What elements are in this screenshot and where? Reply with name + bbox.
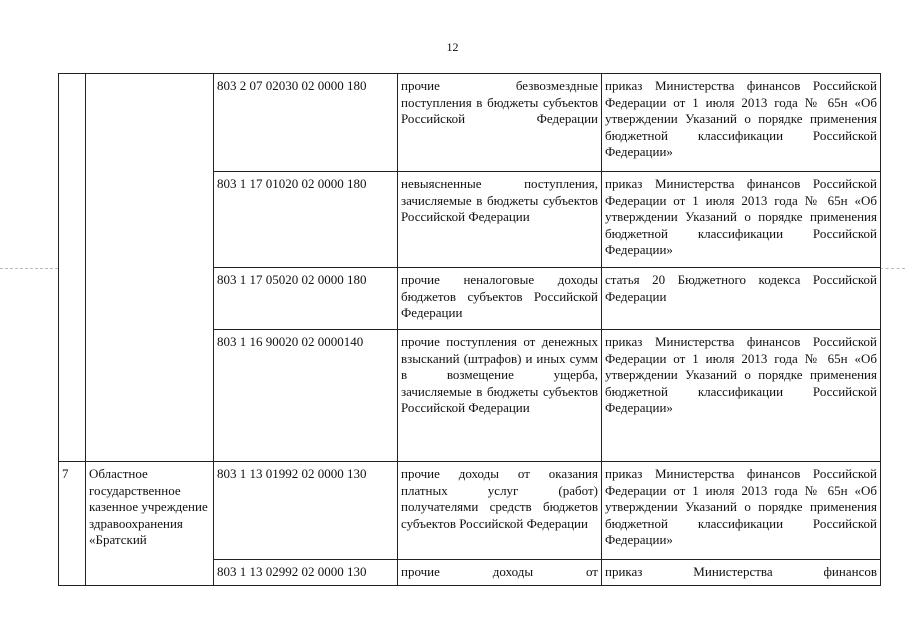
budget-revenue-table [58,73,881,586]
budget-code-cell: 803 1 17 05020 02 0000 180 [214,268,398,330]
budget-code-cell: 803 1 13 01992 02 0000 130 [214,462,398,560]
scan-artifact-line [0,268,58,269]
revenue-description-cell: прочие доходы от [398,560,602,586]
budget-code-cell: 803 1 13 02992 02 0000 130 [214,560,398,586]
budget-code-cell: 803 2 07 02030 02 0000 180 [214,74,398,172]
table-row [59,74,881,172]
legal-basis-cell: статья 20 Бюджетного кодекса Российской Федерации [602,268,881,330]
legal-basis-cell: приказ Министерства финансов Российской Федерации от 1 июля 2013 года № 65н «Об утверждении Указаний о порядке применения бюджетной классификации Российской Федерации» [602,74,881,172]
scan-artifact-line [880,268,905,269]
legal-basis-cell: приказ Министерства финансов [602,560,881,586]
legal-basis-cell: приказ Министерства финансов Российской Федерации от 1 июля 2013 года № 65н «Об утверждении Указаний о порядке применения бюджетной классификации Российской Федерации» [602,172,881,268]
table-row [59,462,881,560]
legal-basis-cell: приказ Министерства финансов Российской Федерации от 1 июля 2013 года № 65н «Об утверждении Указаний о порядке применения бюджетной классификации Российской Федерации» [602,330,881,462]
revenue-description-cell: прочие поступления от денежных взысканий (штрафов) и иных сумм в возмещение ущерба, зачисляемые в бюджеты субъектов Российской Федерации [398,330,602,462]
organization-cell [86,74,214,462]
row-number-cell: 7 [59,462,86,586]
organization-cell: Областное государственное казенное учреждение здравоохранения «Братский [86,462,214,586]
revenue-description-cell: невыясненные поступления, зачисляемые в бюджеты субъектов Российской Федерации [398,172,602,268]
budget-code-cell: 803 1 17 01020 02 0000 180 [214,172,398,268]
budget-code-cell: 803 1 16 90020 02 0000140 [214,330,398,462]
revenue-description-cell: прочие безвозмездные поступления в бюджеты субъектов Российской Федерации [398,74,602,172]
revenue-description-cell: прочие неналоговые доходы бюджетов субъектов Российской Федерации [398,268,602,330]
revenue-description-cell: прочие доходы от оказания платных услуг (работ) получателями средств бюджетов субъектов Российской Федерации [398,462,602,560]
row-number-cell [59,74,86,462]
legal-basis-cell: приказ Министерства финансов Российской Федерации от 1 июля 2013 года № 65н «Об утверждении Указаний о порядке применения бюджетной классификации Российской Федерации» [602,462,881,560]
page-number: 12 [446,40,459,54]
